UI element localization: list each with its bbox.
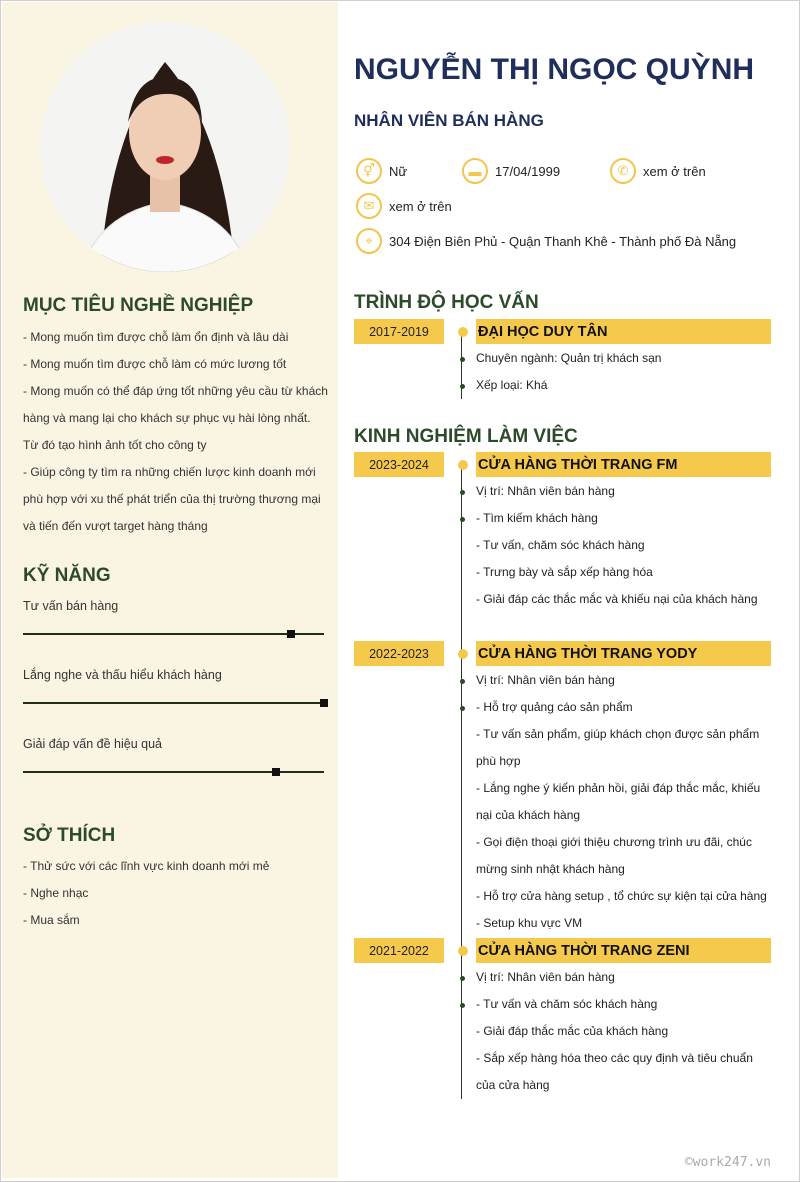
entry-date: 2022-2023: [354, 641, 444, 666]
skill-item: [23, 668, 324, 704]
sidebar: [2, 2, 338, 1178]
skill-item: [23, 599, 324, 635]
entry-date: 2023-2024: [354, 452, 444, 477]
hobby-item: - Mua sắm: [23, 913, 80, 927]
hobbies-list: [23, 853, 328, 934]
full-name: NGUYỄN THỊ NGỌC QUỲNH: [354, 53, 755, 86]
entry-title: CỬA HÀNG THỜI TRANG FM: [476, 452, 771, 477]
entry-date: 2021-2022: [354, 938, 444, 963]
skill-bar: [23, 702, 324, 704]
experience-heading: KINH NGHIỆM LÀM VIỆC: [354, 426, 578, 447]
entry-item: - Lắng nghe ý kiến phản hồi, giải đáp thắc mắc, khiếu nại của khách hàng: [476, 781, 761, 822]
entry-title: CỬA HÀNG THỜI TRANG YODY: [476, 641, 771, 666]
entry-item: - Setup khu vực VM: [476, 916, 583, 930]
skill-label: Tư vấn bán hàng: [23, 599, 119, 613]
experience-entry: [354, 452, 771, 641]
entry-item: - Gọi điện thoại giới thiệu chương trình ưu đãi, chúc mừng sinh nhật khách hàng: [476, 835, 752, 876]
entry-item: - Tư vấn sản phẩm, giúp khách chọn được sản phẩm phù hợp: [476, 727, 760, 768]
entry-item: - Tư vấn, chăm sóc khách hàng: [476, 538, 645, 552]
entry-item: Vị trí: Nhân viên bán hàng: [476, 478, 771, 505]
cake-icon: ▬: [462, 158, 488, 184]
objective-line: - Mong muốn tìm được chỗ làm có mức lương tốt: [23, 357, 287, 371]
phone-value: xem ở trên: [643, 163, 706, 179]
entry-title: CỬA HÀNG THỜI TRANG ZENI: [476, 938, 771, 963]
entry-item: - Sắp xếp hàng hóa theo các quy định và tiêu chuẩn của cửa hàng: [476, 1051, 753, 1092]
objective-heading: MỤC TIÊU NGHỀ NGHIỆP: [23, 295, 254, 316]
objective-text: [23, 324, 328, 540]
education-heading: TRÌNH ĐỘ HỌC VẤN: [354, 292, 539, 313]
gender-icon: ⚥: [356, 158, 382, 184]
objective-line: - Mong muốn tìm được chỗ làm ổn định và lâu dài: [23, 330, 289, 344]
skill-label: Giải đáp vấn đề hiệu quả: [23, 737, 162, 751]
entry-item: - Trưng bày và sắp xếp hàng hóa: [476, 565, 653, 579]
entry-item: - Giải đáp thắc mắc của khách hàng: [476, 1024, 669, 1038]
map-pin-icon: ⌖: [356, 228, 382, 254]
skill-bar: [23, 771, 324, 773]
profile-photo: [40, 22, 290, 272]
entry-item: - Tư vấn và chăm sóc khách hàng: [476, 991, 771, 1018]
skill-level-marker: [287, 630, 295, 638]
entry-item: - Giải đáp các thắc mắc và khiếu nại của khách hàng: [476, 592, 758, 606]
entry-item: Vị trí: Nhân viên bán hàng: [476, 964, 771, 991]
experience-entry: [354, 641, 771, 938]
timeline-dot: [458, 460, 468, 470]
gender-value: Nữ: [389, 163, 408, 179]
hobbies-heading: SỞ THÍCH: [23, 825, 116, 846]
objective-line: - Giúp công ty tìm ra những chiến lược kinh doanh mới phù hợp với xu thế phát triển của thị trường thương mại và tiến đến vượt target hàng tháng: [23, 465, 321, 533]
timeline-dot: [458, 946, 468, 956]
address-info: [356, 228, 736, 254]
entry-item: - Hỗ trợ quảng cáo sản phẩm: [476, 694, 771, 721]
skill-bar: [23, 633, 324, 635]
mail-icon: ✉: [356, 193, 382, 219]
email-value: xem ở trên: [389, 198, 452, 214]
skill-level-marker: [272, 768, 280, 776]
email-info: [356, 193, 452, 219]
entry-item: - Hỗ trợ cửa hàng setup , tổ chức sự kiện tại cửa hàng: [476, 889, 767, 903]
skill-item: [23, 737, 324, 773]
entry-item: Chuyên ngành: Quản trị khách sạn: [476, 345, 771, 372]
timeline-dot: [458, 327, 468, 337]
watermark: ©work247.vn: [684, 1155, 771, 1170]
experience-timeline: [354, 452, 771, 1099]
objective-line: - Mong muốn có thể đáp ứng tốt những yêu cầu từ khách hàng và mang lại cho khách sự phục vụ hài lòng nhất. Từ đó tạo hình ảnh tốt cho công ty: [23, 384, 328, 452]
birthday-info: [462, 158, 560, 184]
skill-level-marker: [320, 699, 328, 707]
birthday-value: 17/04/1999: [495, 163, 561, 179]
entry-item: Vị trí: Nhân viên bán hàng: [476, 667, 771, 694]
phone-info: [610, 158, 706, 184]
education-entry: [354, 319, 771, 399]
gender-info: [356, 158, 407, 184]
entry-title: ĐẠI HỌC DUY TÂN: [476, 319, 771, 344]
entry-item: - Tìm kiếm khách hàng: [476, 505, 771, 532]
job-title: NHÂN VIÊN BÁN HÀNG: [354, 111, 544, 130]
entry-date: 2017-2019: [354, 319, 444, 344]
education-timeline: [354, 319, 771, 399]
hobby-item: - Nghe nhạc: [23, 886, 89, 900]
skills-heading: KỸ NĂNG: [23, 565, 111, 586]
experience-entry: [354, 938, 771, 1099]
address-value: 304 Điện Biên Phủ - Quận Thanh Khê - Thành phố Đà Nẵng: [389, 233, 737, 249]
hobby-item: - Thử sức với các lĩnh vực kinh doanh mới mẻ: [23, 859, 270, 873]
entry-item: Xếp loại: Khá: [476, 372, 771, 399]
skill-label: Lắng nghe và thấu hiểu khách hàng: [23, 668, 222, 682]
phone-icon: ✆: [610, 158, 636, 184]
timeline-dot: [458, 649, 468, 659]
